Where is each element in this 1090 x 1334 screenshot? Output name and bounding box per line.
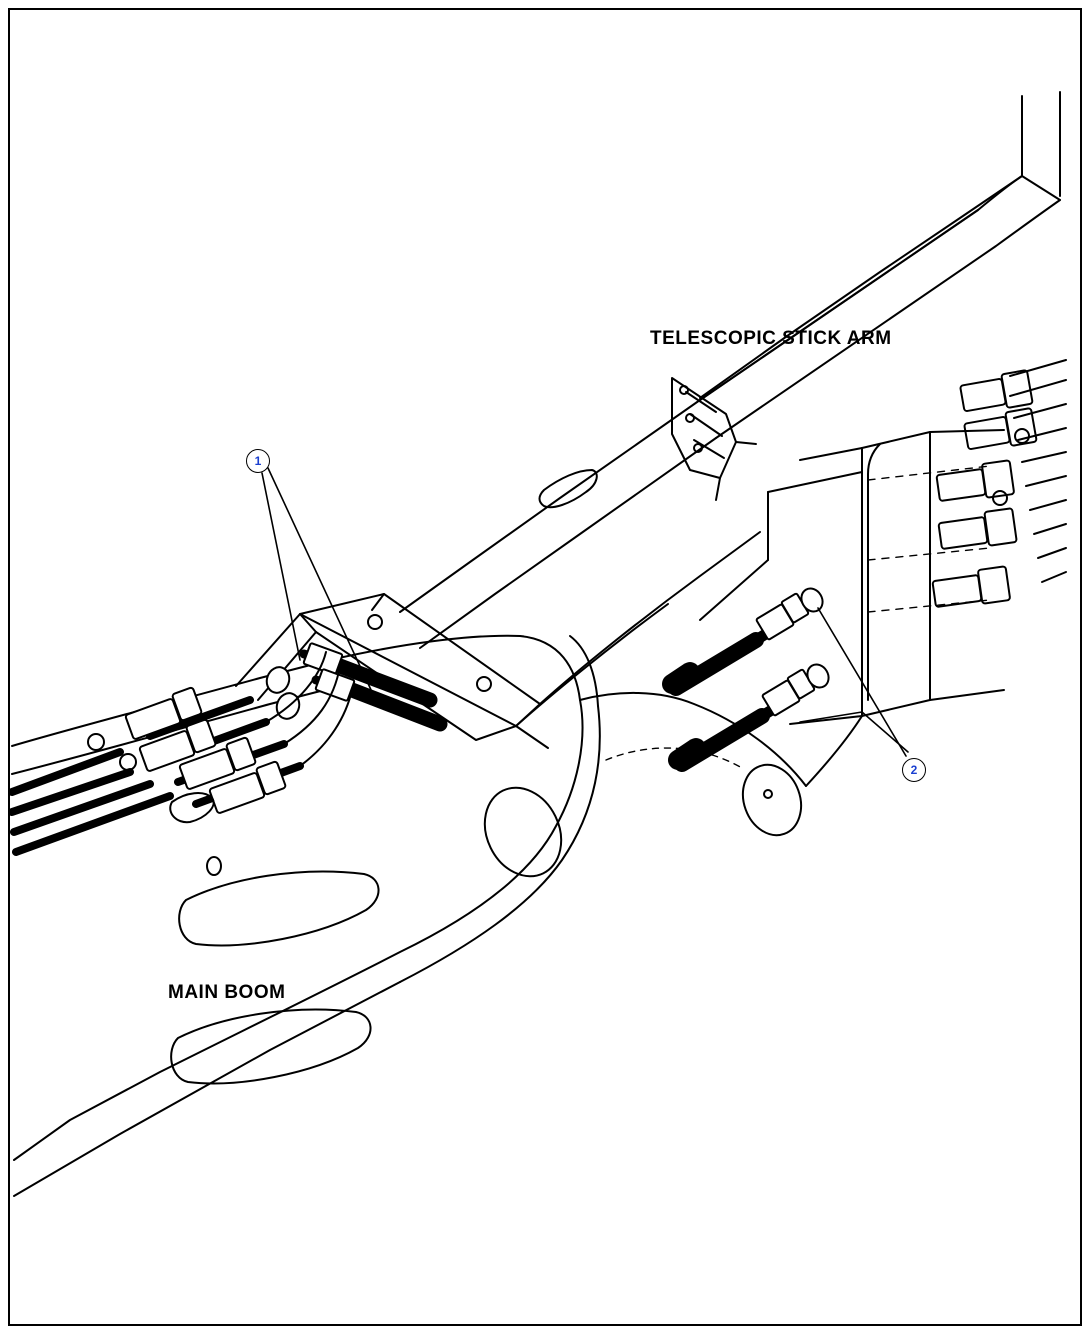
callout-marker-1[interactable]: 1 [246, 449, 270, 473]
label-main-boom: MAIN BOOM [168, 982, 286, 1003]
label-telescopic-stick-arm: TELESCOPIC STICK ARM [650, 328, 892, 349]
callout-marker-2[interactable]: 2 [902, 758, 926, 782]
